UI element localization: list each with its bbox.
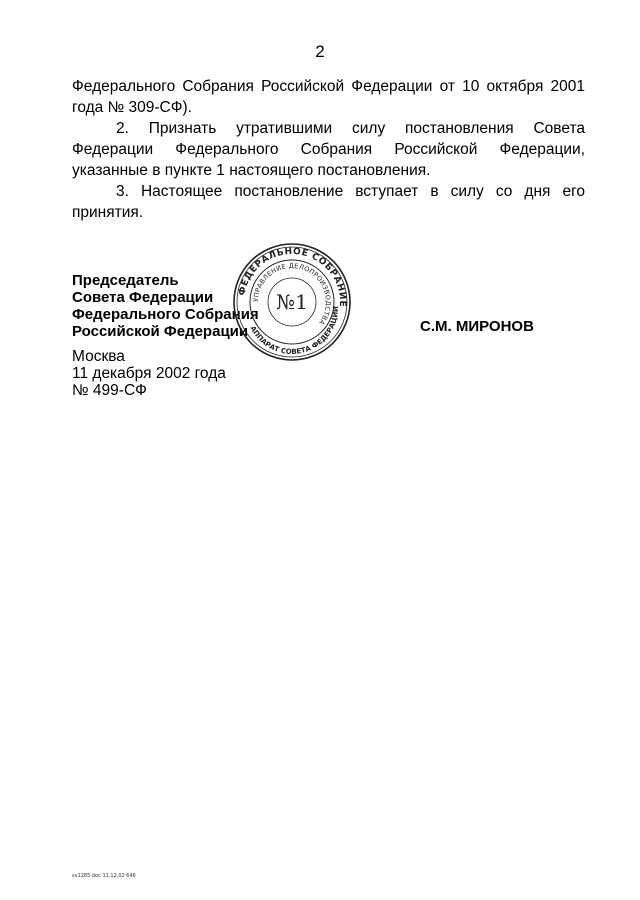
signer-title-line: Федерального Собрания bbox=[72, 306, 259, 323]
paragraph-item-3: 3. Настоящее постановление вступает в силу со дня его принятия. bbox=[72, 183, 585, 221]
signer-title-line: Совета Федерации bbox=[72, 289, 214, 306]
signer-name: С.М. МИРОНОВ bbox=[420, 318, 534, 335]
signer-title-line: Российской Федерации bbox=[72, 323, 249, 340]
document-number: № 499-СФ bbox=[72, 382, 147, 399]
paragraph-continuation: Федерального Собрания Российской Федерации от 10 октября 2001 года № 309-СФ). bbox=[72, 78, 585, 116]
paragraph-item-2: 2. Признать утратившими силу постановления Совета Федерации Федерального Собрания Российской Федерации, указанные в пункте 1 настоящего постановления. bbox=[72, 120, 585, 179]
page-number: 2 bbox=[315, 42, 325, 61]
seal-outer-text-path: ФЕДЕРАЛЬНОЕ СОБРАНИЕ bbox=[237, 246, 348, 308]
signer-title-line: Председатель bbox=[72, 272, 179, 289]
date: 11 декабря 2002 года bbox=[72, 365, 226, 382]
body-text bbox=[72, 76, 585, 223]
place: Москва bbox=[72, 348, 125, 365]
seal-bottom-text-path: АППАРАТ СОВЕТА ФЕДЕРАЦИИ bbox=[248, 306, 341, 357]
seal-center-number: №1 bbox=[276, 290, 308, 314]
footer-note: sv1285.doc 11.12.02 646 bbox=[72, 873, 136, 879]
seal-inner-text-path: УПРАВЛЕНИЕ ДЕЛОПРОИЗВОДСТВА bbox=[251, 261, 333, 327]
official-seal bbox=[228, 238, 356, 366]
place-and-date bbox=[72, 348, 226, 399]
